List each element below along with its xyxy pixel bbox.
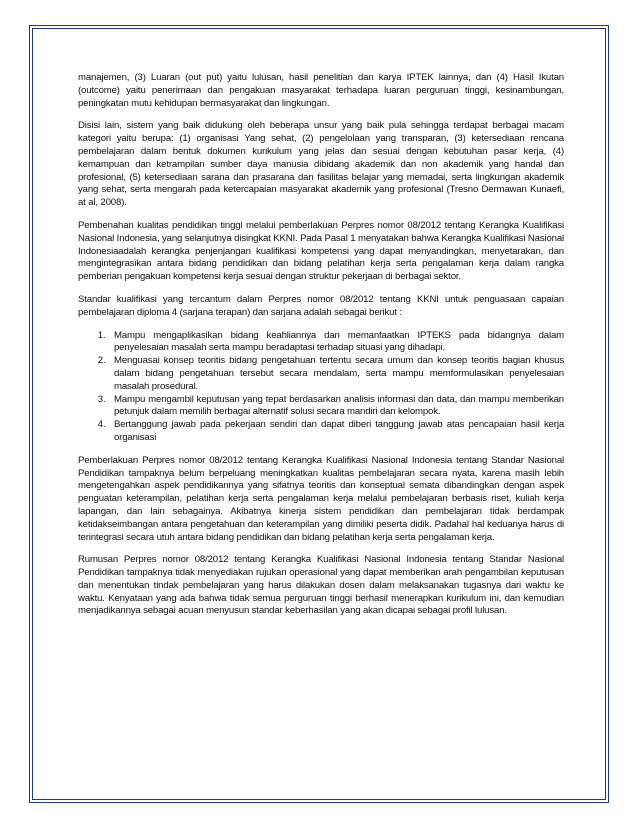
- paragraph-kkni-definition: Pembenahan kualitas pendidikan tinggi melalui pemberlakuan Perpres nomor 08/2012 tentang Kerangka Kualifikasi Nasional Indonesia, yang selanjutnya disingkat KKNI. Pada Pasal 1 menyatakan bahwa Kerangka Kualifikasi Nasional Indonesiaadalah kerangka penjenjangan kualifikasi kompetensi yang dapat menyandingkan, menyetarakan, dan mengintegrasikan antara bidang pendidikan dan bidang pelatihan kerja serta pengalaman kerja dalam rangka pemberian pengakuan kompetensi kerja sesuai dengan struktur pekerjaan di berbagai sektor.: [78, 219, 564, 283]
- paragraph-formulation: Rumusan Perpres nomor 08/2012 tentang Kerangka Kualifikasi Nasional Indonesia tentang Standar Nasional Pendidikan tampaknya tidak menyediakan rujukan operasional yang dapat memberikan arah pengambilan keputusan dan menentukan tindak pembelajaran yang harus dilakukan dosen dalam melaksanakan tugasnya dari waktu ke waktu. Kenyataan yang ada bahwa tidak semua perguruan tinggi berhasil menerapkan kurikulum ini, dan kemudian menjadikannya sebagai acuan menyusun standar keberhasilan yang akan dicapai sebagai profil lulusan.: [78, 554, 564, 617]
- list-item: 3. Mampu mengambil keputusan yang tepat berdasarkan analisis informasi dan data, dan mampu memberikan petunjuk dalam memilih berbagai alternatif solusi secara mandiri dan kelompok.: [108, 394, 564, 420]
- document-body: [78, 72, 564, 628]
- paragraph-outcome: manajemen, (3) Luaran (out put) yaitu lulusan, hasil penelitian dan karya IPTEK lainnya, dan (4) Hasil Ikutan (outcome) yaitu penerimaan dan pengakuan masyarakat terhadapa luaran perguruan tinggi, kesinambungan, peningkatan mutu kehidupan bermasyarakat dan lingkungan.: [78, 72, 564, 109]
- list-item: 1. Mampu mengaplikasikan bidang keahliannya dan memanfaatkan IPTEKS pada bidangnya dalam penyelesaian masalah serta mampu beradaptasi terhadap situasi yang dihadapi.: [108, 330, 564, 356]
- paragraph-system-elements: Disisi lain, sistem yang baik didukung oleh beberapa unsur yang baik pula sehingga terdapat berbagai macam kategori yaitu berupa: (1) organisasi Yang sehat, (2) pengelolaan yang transparan, (3) ketersediaan rencana pembelajaran dalam bentuk dokumen kurikulum yang jelas dan sesuai dengan kebutuhan pasar kerja, (4) kemampuan dan ketrampilan sumber daya manusia dibidang akademik dan non akademik yang handal dan profesional, (5) ketersediaan sarana dan prasarana dan fasilitas belajar yang memadai, serta lingkungan akademik yang sehat, serta mengarah pada ketercapaian masyarakat akademik yang profesional (Tresno Dermawan Kunaefi, at al, 2008).: [78, 120, 564, 209]
- learning-outcomes-list: [78, 330, 564, 445]
- paragraph-qualification-standard: Standar kualifikasi yang tercantum dalam Perpres nomor 08/2012 tentang KKNI untuk penguasaan capaian pembelajaran diploma 4 (sarjana terapan) dan sarjana adalah sebagai berikut :: [78, 293, 564, 318]
- list-item: 4. Bertanggung jawab pada pekerjaan sendiri dan dapat diberi tanggung jawab atas pencapaian hasil kerja organisasi: [108, 419, 564, 445]
- paragraph-implementation: Pemberlakuan Perpres nomor 08/2012 tentang Kerangka Kualifikasi Nasional Indonesia tentang Standar Nasional Pendidikan tampaknya belum berpeluang meningkatkan kualitas pembelajaran secara nyata, karena masih lebih mengetengahkan aspek pendidikannya yang sifatnya teoritis dan konseptual semata dibandingkan dengan aspek penguatan keterampilan, pelatihan kerja serta pengalaman kerja melalui pembelajaran berbasis riset, kuliah kerja lapangan, dan lain sebagainya. Akibatnya kinerja sistem pendidikan dan pembelajaran tidak berdampak ketidakseimbangan antara pengetahuan dan keterampilan yang dimiliki peserta didik. Padahal hal keduanya harus di terintegrasi secara utuh antara bidang pendidikan dan bidang pelatihan kerja serta pengalaman kerja.: [78, 454, 564, 543]
- list-item: 2. Menguasai konsep teoritis bidang pengetahuan tertentu secara umum dan konsep teoritis bagian khusus dalam bidang pengetahuan tersebut secara mendalam, serta mampu memformulasikan penyelesaian masalah prosedural.: [108, 355, 564, 393]
